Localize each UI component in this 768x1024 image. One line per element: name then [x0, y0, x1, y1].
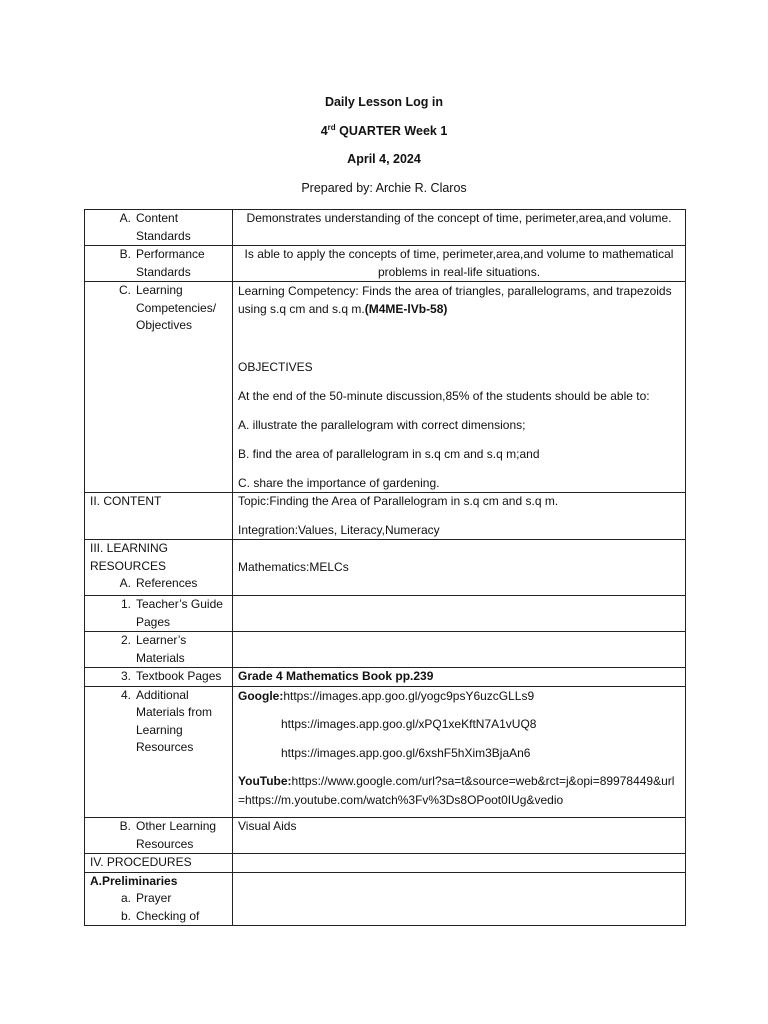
row-additional-materials — [85, 686, 686, 818]
row-marker: 1. — [120, 597, 131, 611]
objective-c: C. share the importance of gardening. — [238, 476, 440, 490]
row-label: Content Standards — [136, 211, 191, 243]
competency-text: Learning Competency: Finds the area of triangles, parallelograms, and trapezoids using s.q cm and s.q m. — [238, 284, 672, 316]
preliminaries-label-cell — [85, 872, 233, 926]
document-title: Daily Lesson Log in — [324, 95, 444, 109]
competency-statement — [238, 282, 680, 318]
google-link-2[interactable]: https://images.app.goo.gl/xPQ1xeKftN7A1vUQ8 — [281, 717, 537, 731]
content-standards-value: Demonstrates understanding of the concept of time, perimeter,area,and volume. — [233, 210, 686, 246]
lesson-log-table — [84, 209, 686, 926]
row-learning-resources — [85, 540, 686, 596]
competencies-value-cell — [233, 282, 686, 493]
content-standards-label-cell — [85, 210, 233, 246]
row-marker: A. — [119, 211, 131, 225]
procedures-value — [233, 854, 686, 873]
preliminaries-item-checking: Checking of — [136, 908, 200, 923]
youtube-link[interactable]: https://www.google.com/url?sa=t&source=web&rct=j&opi=89978449&url=https://m.youtube.com/watch%3Fv%3Ds8OPoot0IUg&vedio — [238, 774, 675, 807]
objectives-intro: At the end of the 50-minute discussion,85% of the students should be able to: — [238, 389, 650, 403]
objective-a: A. illustrate the parallelogram with correct dimensions; — [238, 418, 526, 432]
additional-materials-label-cell — [85, 686, 233, 818]
google-link-3[interactable]: https://images.app.goo.gl/6xshF5hXim3BjaAn6 — [281, 745, 531, 760]
row-label: Teacher’s Guide Pages — [136, 597, 223, 629]
row-teachers-guide — [85, 596, 686, 632]
procedures-label: IV. PROCEDURES — [85, 854, 233, 873]
competencies-label-cell — [85, 282, 233, 493]
row-procedures — [85, 854, 686, 873]
other-resources-label-cell — [85, 818, 233, 854]
teachers-guide-value — [233, 596, 686, 632]
quarter-week: QUARTER Week 1 — [335, 124, 448, 138]
google-link-1[interactable]: https://images.app.goo.gl/yogc9psY6uzcGLLs9 — [283, 688, 535, 703]
textbook-pages-value: Grade 4 Mathematics Book pp.239 — [233, 668, 686, 687]
quarter-ordinal-suffix: rd — [327, 122, 336, 132]
quarter-heading — [0, 124, 768, 138]
performance-standards-value: Is able to apply the concepts of time, perimeter,area,and volume to mathematical problems in real-life situations. — [233, 246, 686, 282]
performance-standards-label-cell — [85, 246, 233, 282]
learning-resources-label: III. LEARNING RESOURCES — [90, 541, 169, 573]
row-label: Other Learning Resources — [136, 819, 217, 851]
row-textbook-pages — [85, 668, 686, 687]
row-learners-materials — [85, 632, 686, 668]
row-marker: b. — [120, 908, 131, 923]
additional-materials-value-cell — [233, 686, 686, 818]
objective-b: B. find the area of parallelogram in s.q cm and s.q m;and — [238, 447, 540, 461]
row-label: Learning Competencies/ Objectives — [136, 283, 217, 332]
row-preliminaries — [85, 872, 686, 926]
content-value-cell — [233, 493, 686, 540]
row-label: Textbook Pages — [136, 669, 222, 683]
other-resources-value: Visual Aids — [233, 818, 686, 854]
teachers-guide-label-cell — [85, 596, 233, 632]
row-label: Additional Materials from Learning Resources — [136, 687, 213, 754]
learning-resources-label-cell — [85, 540, 233, 596]
row-content-standards — [85, 210, 686, 246]
prepared-by: Prepared by: Archie R. Claros — [301, 181, 467, 195]
row-marker: 2. — [120, 633, 131, 647]
row-label: Performance Standards — [136, 247, 205, 279]
row-marker: a. — [120, 891, 131, 905]
competency-code: (M4ME-lVb-58) — [364, 302, 448, 316]
row-marker: B. — [119, 247, 131, 261]
learners-materials-label-cell — [85, 632, 233, 668]
row-content — [85, 493, 686, 540]
row-label: Learner’s Materials — [136, 633, 187, 665]
row-marker: B. — [119, 819, 131, 833]
quarter-number: 4 — [320, 124, 328, 138]
row-marker: 4. — [120, 687, 131, 702]
references-label: References — [136, 576, 198, 590]
preliminaries-label: A.Preliminaries — [90, 873, 178, 888]
content-label: II. CONTENT — [85, 493, 233, 540]
content-topic: Topic:Finding the Area of Parallelogram in s.q cm and s.q m. — [238, 494, 559, 508]
row-marker: 3. — [120, 669, 131, 683]
lesson-date: April 4, 2024 — [347, 152, 421, 166]
row-performance-standards — [85, 246, 686, 282]
learning-resources-value: Mathematics:MELCs — [233, 540, 686, 596]
row-marker: C. — [119, 283, 131, 297]
preliminaries-item-prayer: Prayer — [136, 891, 172, 905]
row-competencies — [85, 282, 686, 493]
textbook-pages-label-cell — [85, 668, 233, 687]
google-label: Google: — [238, 688, 284, 703]
learners-materials-value — [233, 632, 686, 668]
content-integration: Integration:Values, Literacy,Numeracy — [238, 522, 440, 537]
row-marker: A. — [119, 576, 131, 590]
row-other-resources — [85, 818, 686, 854]
preliminaries-value — [233, 872, 686, 926]
objectives-heading: OBJECTIVES — [238, 360, 313, 374]
youtube-label: YouTube: — [238, 774, 292, 788]
